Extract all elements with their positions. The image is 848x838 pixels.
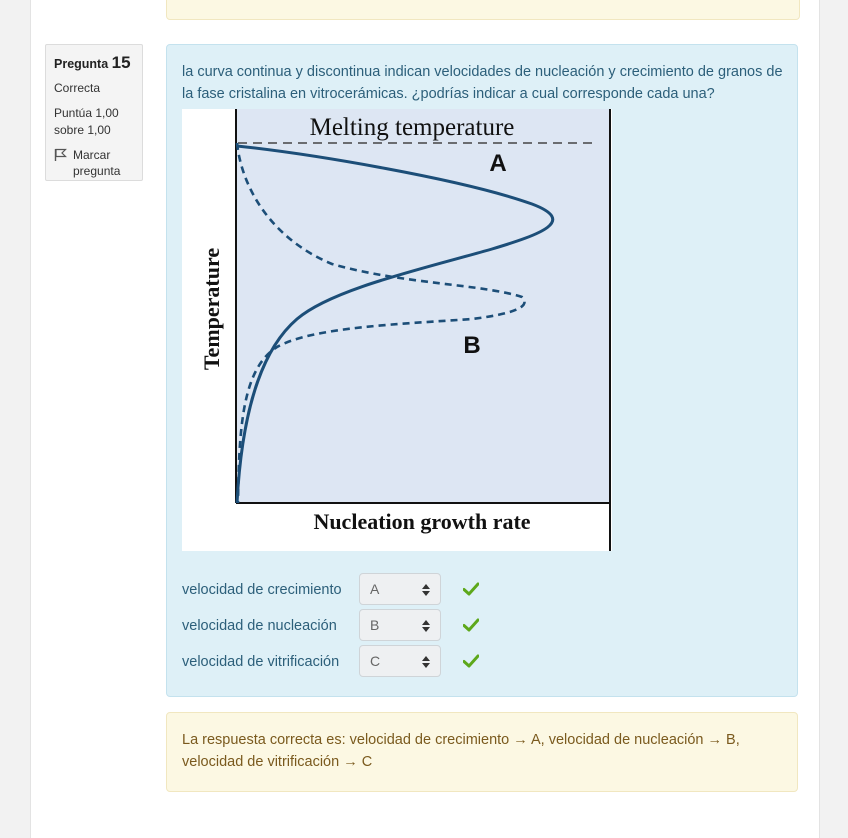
question-content bbox=[166, 44, 798, 697]
answer-select-1[interactable] bbox=[359, 573, 441, 605]
correct-check-icon bbox=[463, 582, 479, 596]
select-arrows-icon bbox=[422, 620, 430, 632]
answer-label: velocidad de nucleación bbox=[182, 618, 337, 634]
question-state: Correcta bbox=[54, 81, 101, 95]
answer-label: velocidad de crecimiento bbox=[182, 582, 342, 598]
correct-check-icon bbox=[463, 654, 479, 668]
figure-xlabel: Nucleation growth rate bbox=[313, 509, 531, 534]
question-number bbox=[54, 53, 134, 73]
figure-image bbox=[182, 109, 612, 551]
figure-plot-area bbox=[182, 109, 610, 551]
correct-check-icon bbox=[463, 618, 479, 632]
previous-feedback-box bbox=[166, 0, 800, 20]
select-arrows-icon bbox=[422, 584, 430, 596]
select-arrows-icon bbox=[422, 656, 430, 668]
figure-title: Melting temperature bbox=[309, 114, 515, 141]
answer-label: velocidad de vitrificación bbox=[182, 654, 340, 670]
answer-select-value: B bbox=[370, 617, 380, 633]
question-label: Pregunta bbox=[54, 57, 109, 71]
curve-b-label: B bbox=[463, 332, 481, 359]
flag-icon bbox=[54, 148, 67, 161]
feedback-text: La respuesta correcta es: velocidad de crecimiento → A, velocidad de nucleación → B, velocidad de vitrificación → C bbox=[182, 732, 740, 770]
flag-question-link[interactable] bbox=[54, 147, 134, 179]
answer-select-2[interactable] bbox=[359, 609, 441, 641]
flag-question-label[interactable]: Marcar pregunta bbox=[73, 148, 121, 178]
question-info-panel bbox=[45, 44, 143, 181]
figure-ylabel: Temperature bbox=[199, 247, 224, 371]
question-text: la curva continua y discontinua indican velocidades de nucleación y crecimiento de granos de la fase cristalina en vitrocerámicas. ¿podrías indicar a cual corresponde cada una? bbox=[182, 64, 783, 102]
answer-select-value: C bbox=[370, 653, 381, 669]
question-grade: Puntúa 1,00 sobre 1,00 bbox=[54, 106, 119, 137]
answer-select-3[interactable] bbox=[359, 645, 441, 677]
curve-a-label: A bbox=[489, 150, 507, 177]
answer-select-value: A bbox=[370, 581, 380, 597]
question-number-value: 15 bbox=[111, 53, 131, 72]
correct-answer-feedback bbox=[166, 712, 798, 792]
